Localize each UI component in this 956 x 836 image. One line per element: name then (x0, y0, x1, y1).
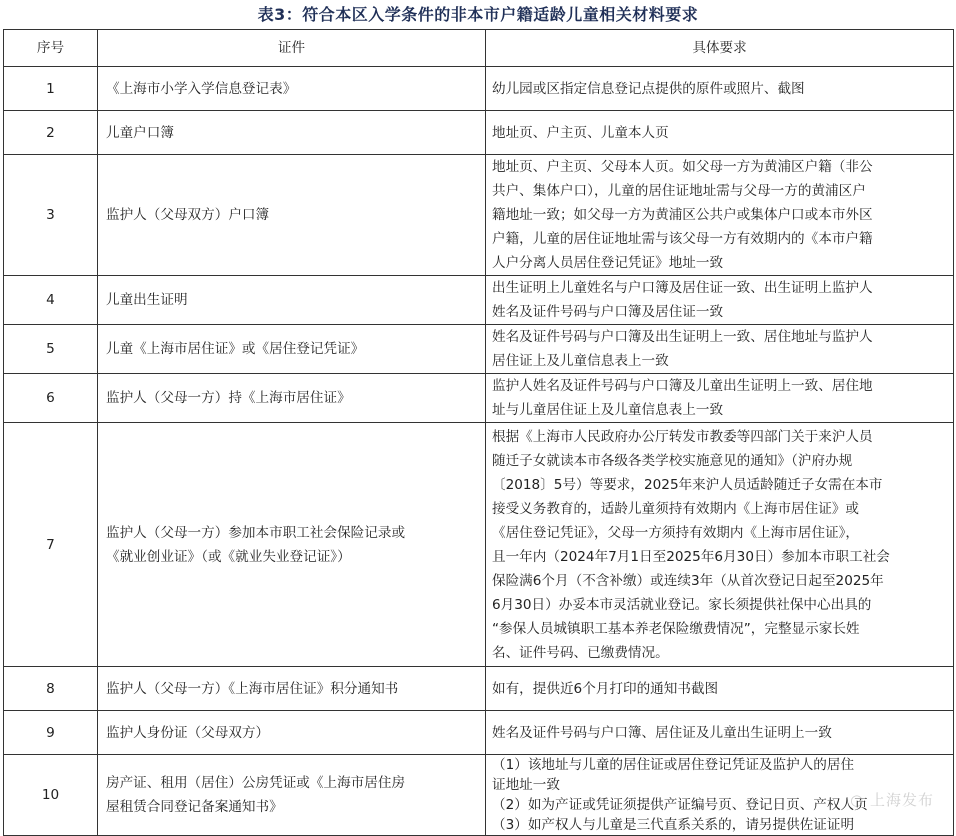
requirement-line: 人户分离人员居住登记凭证》地址一致 (492, 255, 724, 271)
document-name: 监护人（父母一方）持《上海市居住证》 (98, 374, 486, 423)
document-name: 监护人身份证（父母双方） (98, 711, 486, 755)
row-number: 1 (4, 67, 98, 111)
document-name (98, 423, 486, 667)
requirement-line: 且一年内（2024年7月1日至2025年6月30日）参加本市职工社会 (492, 548, 890, 565)
row-number: 4 (4, 276, 98, 325)
table-row (4, 276, 954, 325)
requirement-line: 根据《上海市人民政府办公厅转发市教委等四部门关于来沪人员 (492, 428, 873, 445)
requirement-line: 籍地址一致；如父母一方为黄浦区公共户或集体户口或本市外区 (492, 207, 873, 223)
materials-table (3, 29, 954, 836)
table-header-row (4, 30, 954, 67)
requirement-line: “参保人员城镇职工基本养老保险缴费情况”，完整显示家长姓 (492, 620, 860, 637)
requirement-line: （3）如产权人与儿童是三代直系关系的，请另提供佐证证明 (492, 817, 855, 833)
table-row (4, 755, 954, 836)
requirement-line: 姓名及证件号码与户口簿、居住证及儿童出生证明上一致 (492, 724, 832, 741)
requirement-line: 保险满6个月（不含补缴）或连续3年（从首次登记日起至2025年 (492, 572, 884, 589)
requirement (486, 667, 954, 711)
requirement-line: 出生证明上儿童姓名与户口簿及居住证一致、出生证明上监护人 (492, 280, 873, 296)
requirement-line: 居住证上及儿童信息表上一致 (492, 353, 669, 369)
table-row (4, 155, 954, 276)
document-name: 《上海市小学入学信息登记表》 (98, 67, 486, 111)
requirement-line: 户籍，儿童的居住证地址需与该父母一方有效期内的《本市户籍 (492, 231, 873, 247)
requirement-line: 名、证件号码、已缴费情况。 (492, 644, 669, 661)
document-name: 儿童出生证明 (98, 276, 486, 325)
requirement-line: 监护人姓名及证件号码与户口簿及儿童出生证明上一致、居住地 (492, 378, 873, 394)
row-number: 9 (4, 711, 98, 755)
row-number: 10 (4, 755, 98, 836)
requirement-line: 地址页、户主页、儿童本人页 (492, 124, 669, 141)
requirement-line: 证地址一致 (492, 777, 560, 793)
requirement-line: 如有，提供近6个月打印的通知书截图 (492, 680, 719, 697)
row-number: 7 (4, 423, 98, 667)
table-row (4, 325, 954, 374)
requirement-line: 址与儿童居住证上及儿童信息表上一致 (492, 402, 724, 418)
requirement-line: 姓名及证件号码与户口簿及出生证明上一致、居住地址与监护人 (492, 329, 873, 345)
requirement (486, 423, 954, 667)
table-row (4, 423, 954, 667)
document-name (98, 755, 486, 836)
watermark: ○ 上海发布 (850, 791, 934, 809)
row-number: 8 (4, 667, 98, 711)
requirement (486, 374, 954, 423)
requirement-line: （1）该地址与儿童的居住证或居住登记凭证及监护人的居住 (492, 757, 855, 773)
document-name: 监护人（父母双方）户口簿 (98, 155, 486, 276)
row-number: 3 (4, 155, 98, 276)
document-name-line: 监护人（父母一方）参加本市职工社会保险记录或 (106, 524, 406, 541)
document-name: 监护人（父母一方）《上海市居住证》积分通知书 (98, 667, 486, 711)
table-row (4, 111, 954, 155)
requirement-line: （2）如为产证或凭证须提供产证编号页、登记日页、产权人页 (492, 797, 868, 813)
document-name-line: 《就业创业证》（或《就业失业登记证》） (106, 548, 351, 565)
table-row (4, 667, 954, 711)
document-name: 儿童《上海市居住证》或《居住登记凭证》 (98, 325, 486, 374)
requirement-line: 《居住登记凭证》，父母一方须持有效期内《上海市居住证》， (492, 524, 860, 541)
requirement-line: 地址页、户主页、父母本人页。如父母一方为黄浦区户籍（非公 (492, 159, 873, 175)
row-number: 2 (4, 111, 98, 155)
header-no: 序号 (4, 30, 98, 67)
requirement-line: 接受义务教育的，适龄儿童须持有效期内《上海市居住证》或 (492, 500, 860, 517)
requirement (486, 67, 954, 111)
table-title: 表3：符合本区入学条件的非本市户籍适龄儿童相关材料要求 (257, 5, 699, 24)
row-number: 6 (4, 374, 98, 423)
document-name-line: 房产证、租用（居住）公房凭证或《上海市居住房 (106, 775, 406, 791)
header-req: 具体要求 (486, 30, 954, 67)
header-doc: 证件 (98, 30, 486, 67)
requirement (486, 325, 954, 374)
row-number: 5 (4, 325, 98, 374)
requirement-line: 姓名及证件号码与户口簿及居住证一致 (492, 304, 724, 320)
table-row (4, 711, 954, 755)
requirement (486, 276, 954, 325)
requirement (486, 155, 954, 276)
document-name-line: 屋租赁合同登记备案通知书》 (106, 799, 283, 815)
requirement-line: 〔2018〕5号）等要求，2025年来沪人员适龄随迁子女需在本市 (492, 476, 883, 493)
requirement-line: 随迁子女就读本市各级各类学校实施意见的通知》（沪府办规 (492, 452, 853, 469)
table-row (4, 67, 954, 111)
requirement-line: 共户、集体户口），儿童的居住证地址需与父母一方的黄浦区户 (492, 183, 866, 199)
requirement-line: 6月30日）办妥本市灵活就业登记。家长须提供社保中心出具的 (492, 596, 872, 613)
requirement (486, 111, 954, 155)
document-name: 儿童户口簿 (98, 111, 486, 155)
table-row (4, 374, 954, 423)
requirement (486, 711, 954, 755)
requirement-line: 幼儿园或区指定信息登记点提供的原件或照片、截图 (492, 80, 805, 97)
